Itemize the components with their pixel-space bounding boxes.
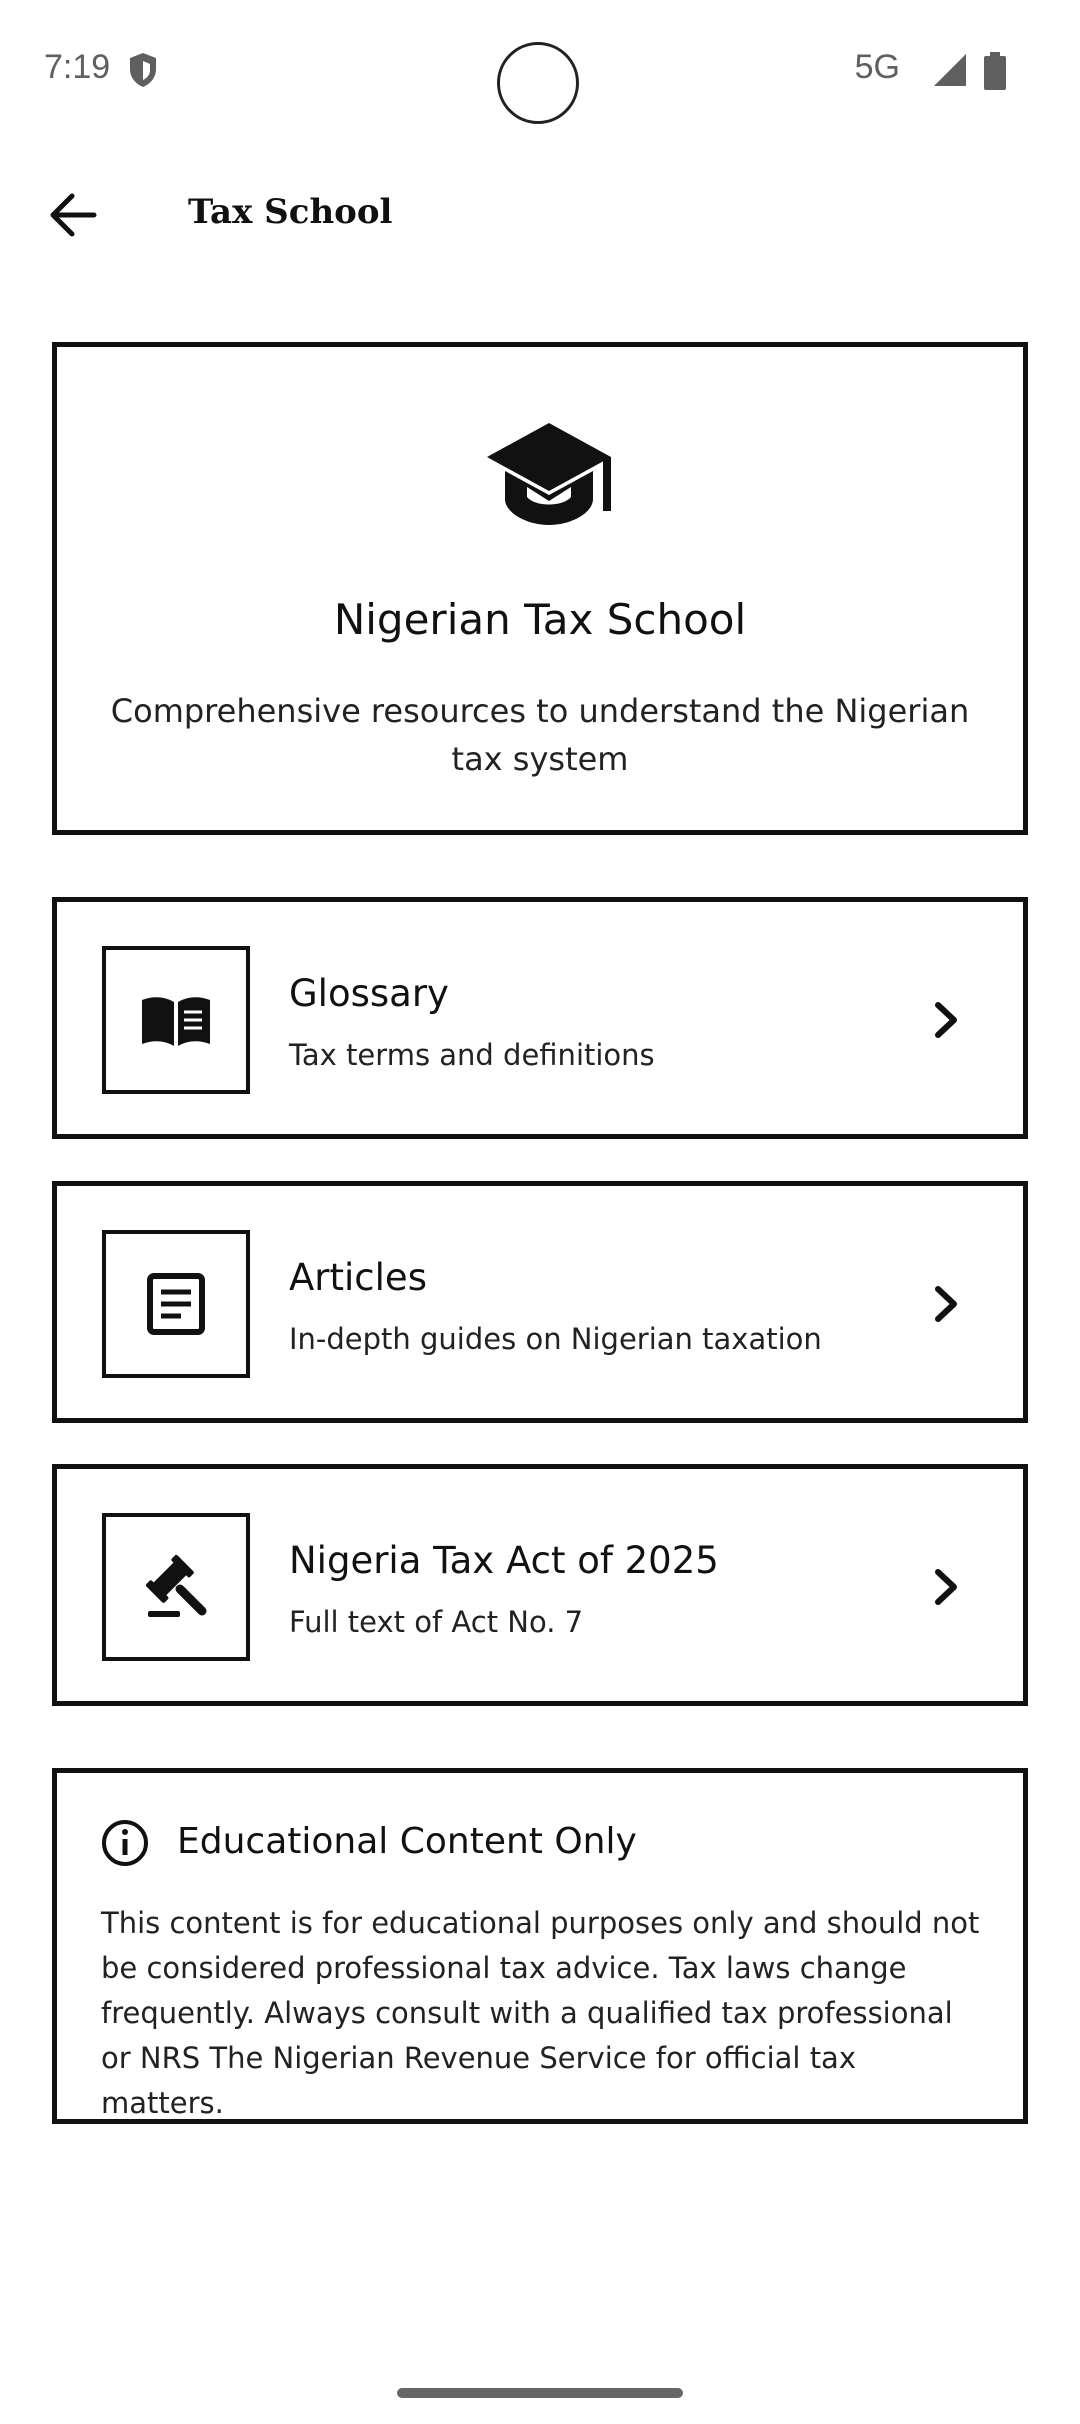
disclaimer-title: Educational Content Only — [177, 1821, 637, 1862]
tax-act-card[interactable] — [52, 1464, 1028, 1706]
card-title: Nigeria Tax Act of 2025 — [289, 1539, 719, 1582]
status-bar — [0, 0, 1080, 140]
glossary-card[interactable] — [52, 897, 1028, 1139]
card-subtitle: In-depth guides on Nigerian taxation — [289, 1322, 822, 1356]
gavel-icon — [140, 1551, 212, 1623]
status-time: 7:19 — [44, 48, 111, 86]
disclaimer-card — [52, 1768, 1028, 2124]
hero-card — [52, 342, 1028, 835]
chevron-right-icon — [931, 1567, 961, 1607]
disclaimer-body: This content is for educational purposes only and should not be considered professional tax advice. Tax laws change frequently. Always consult with a qualified tax professional or NRS The Nigerian Revenue Service for official tax matters. — [101, 1906, 980, 2120]
signal-icon — [932, 52, 968, 88]
card-subtitle: Full text of Act No. 7 — [289, 1605, 584, 1639]
front-camera — [497, 42, 579, 124]
card-title: Glossary — [289, 972, 449, 1015]
network-label: 5G — [854, 48, 900, 86]
hero-title: Nigerian Tax School — [333, 595, 747, 644]
icon-box — [102, 1230, 250, 1378]
icon-box — [102, 1513, 250, 1661]
graduation-cap-icon — [483, 419, 615, 531]
page-title: Tax School — [188, 192, 393, 232]
book-icon — [140, 984, 212, 1056]
card-title: Articles — [289, 1256, 427, 1299]
back-arrow-icon[interactable] — [48, 192, 98, 238]
home-indicator[interactable] — [397, 2388, 683, 2398]
chevron-right-icon — [931, 1000, 961, 1040]
card-subtitle: Tax terms and definitions — [289, 1038, 655, 1072]
article-icon — [140, 1268, 212, 1340]
icon-box — [102, 946, 250, 1094]
articles-card[interactable] — [52, 1181, 1028, 1423]
hero-subtitle: Comprehensive resources to understand the Nigerian tax system — [110, 692, 970, 778]
battery-icon — [983, 52, 1007, 90]
shield-icon — [128, 52, 158, 88]
app-bar — [0, 170, 1080, 260]
chevron-right-icon — [931, 1284, 961, 1324]
info-icon — [101, 1819, 149, 1867]
